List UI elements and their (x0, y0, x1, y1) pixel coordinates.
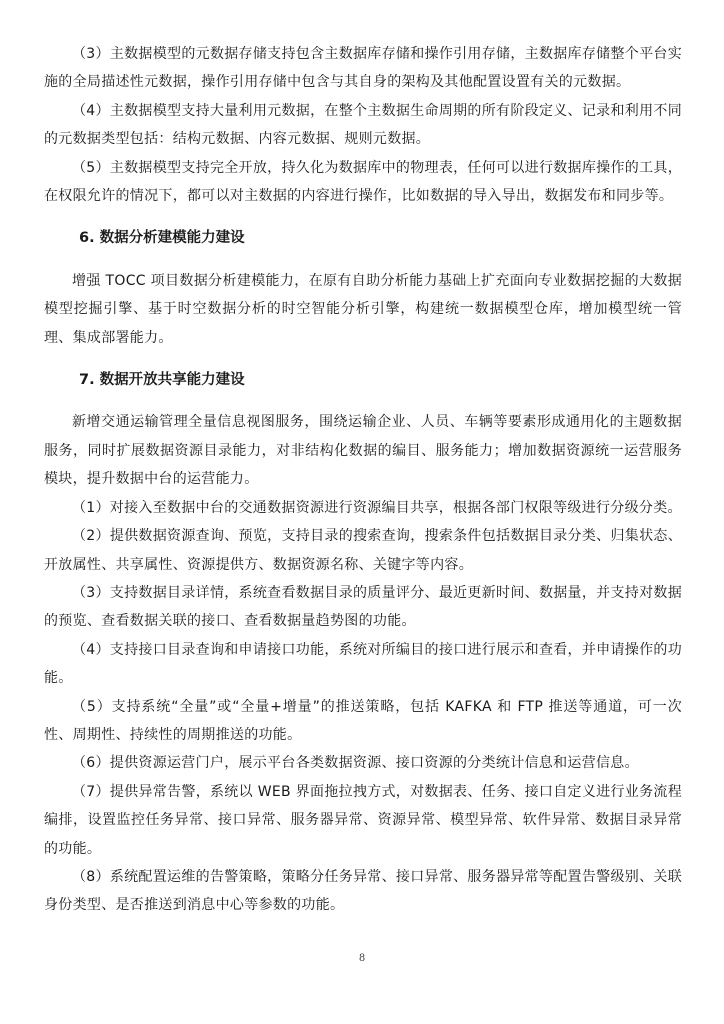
paragraph-open-sharing-intro: 新增交通运输管理全量信息视图服务，围绕运输企业、人员、车辆等要素形成通用化的主题数据服务，同时扩展数据资源目录能力，对非结构化数据的编目、服务能力；增加数据资源统一运营服务模块，提升数据中台的运营能力。 (44, 414, 682, 488)
list-item: （8）系统配置运维的告警策略，策略分任务异常、接口异常、服务器异常等配置告警级别、关联身份类型、是否推送到消息中心等参数的功能。 (44, 868, 682, 914)
page-number: 8 (358, 953, 366, 964)
paragraph-master-data-3: （3）主数据模型的元数据存储支持包含主数据库存储和操作引用存储，主数据库存储整个平台实施的全局描述性元数据，操作引用存储中包含与其自身的架构及其他配置设置有关的元数据。 (44, 46, 682, 91)
list-item: （7）提供异常告警，系统以 WEB 界面拖拉拽方式，对数据表、任务、接口自定义进行业务流程编排，设置监控任务异常、接口异常、服务器异常、资源异常、模型异常、软件异常、数据目录异常的功能。 (44, 783, 682, 857)
list-item: （6）提供资源运营门户，展示平台各类数据资源、接口资源的分类统计信息和运营信息。 (72, 755, 639, 772)
list-item: （1）对接入至数据中台的交通数据资源进行资源编目共享，根据各部门权限等级进行分级分类。 (72, 499, 682, 516)
list-item: （2）提供数据资源查询、预览，支持目录的搜索查询，搜索条件包括数据目录分类、归集状态、开放属性、共享属性、资源提供方、数据资源名称、关键字等内容。 (44, 528, 682, 573)
paragraph-analysis-modeling: 增强 TOCC 项目数据分析建模能力，在原有自助分析能力基础上扩充面向专业数据挖掘的大数据模型挖掘引擎、基于时空数据分析的时空智能分析引擎，构建统一数据模型仓库，增加模型统一管理、集成部署能力。 (44, 272, 682, 346)
list-item: （3）支持数据目录详情，系统查看数据目录的质量评分、最近更新时间、数据量，并支持对数据的预览、查看数据关联的接口、查看数据量趋势图的功能。 (44, 584, 682, 630)
paragraph-master-data-5: （5）主数据模型支持完全开放，持久化为数据库中的物理表，任何可以进行数据库操作的工具，在权限允许的情况下，都可以对主数据的内容进行操作，比如数据的导入导出，数据发布和同步等。 (44, 159, 682, 205)
list-item: （5）支持系统“全量”或“全量+增量”的推送策略，包括 KAFKA 和 FTP 推送等通道，可一次性、周期性、持续性的周期推送的功能。 (44, 698, 682, 743)
paragraph-master-data-4: （4）主数据模型支持大量利用元数据，在整个主数据生命周期的所有阶段定义、记录和利用不同的元数据类型包括：结构元数据、内容元数据、规则元数据。 (44, 102, 682, 148)
section-heading-6: 6. 数据分析建模能力建设 (79, 230, 245, 247)
section-heading-7: 7. 数据开放共享能力建设 (79, 372, 245, 389)
document-page (44, 40, 682, 920)
list-item: （4）支持接口目录查询和申请接口功能，系统对所编目的接口进行展示和查看，并申请操作的功能。 (44, 641, 682, 687)
